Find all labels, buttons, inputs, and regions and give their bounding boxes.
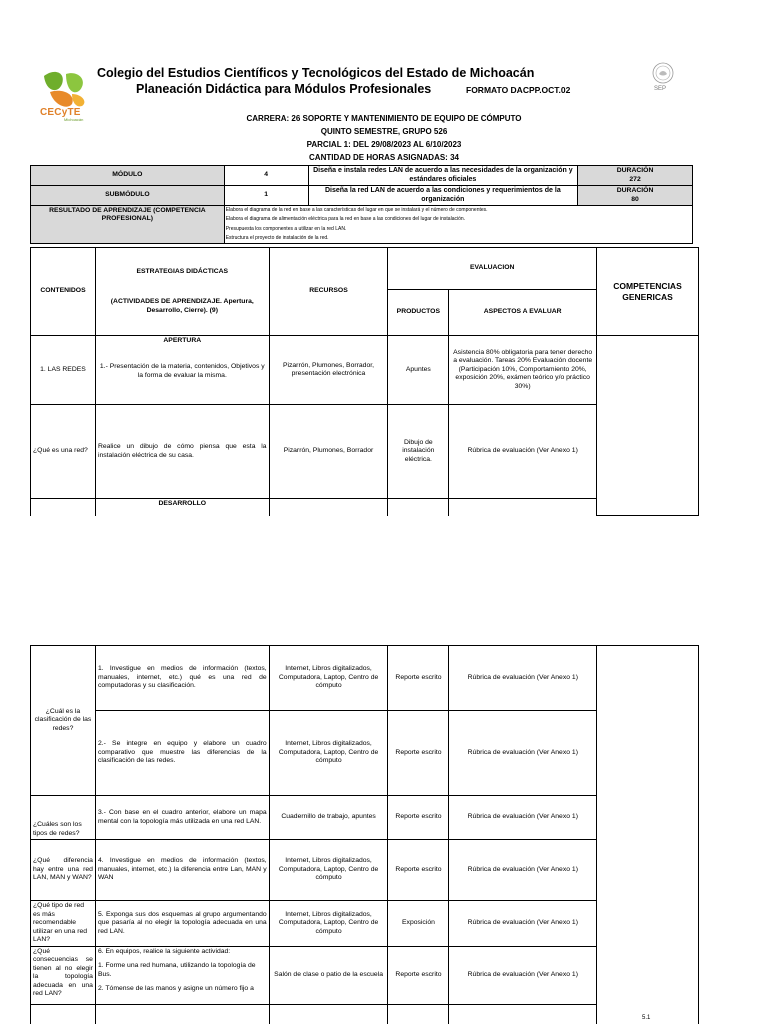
actividad-line: 6. En equipos, realice la siguiente actividad: xyxy=(97,948,231,955)
resultado-label: RESULTADO DE APRENDIZAJE (COMPETENCIA PROFESIONAL) xyxy=(31,206,225,244)
recursos-cell xyxy=(269,1005,388,1024)
resultado-item: Estructura el proyecto de instalación de la red. xyxy=(225,234,329,241)
contenido-cell: ¿Qué es una red? xyxy=(31,405,96,499)
submodule-duration-value: 80 xyxy=(631,195,639,203)
recursos-cell: Salón de clase o patio de la escuela xyxy=(269,947,388,1005)
aspectos-cell xyxy=(449,1005,597,1024)
recursos-cell: Internet, Libros digitalizados, Computadora, Laptop, Centro de cómputo xyxy=(269,840,388,901)
submodule-row xyxy=(31,186,693,206)
logo-text: CECyTE xyxy=(40,107,81,118)
aspectos-cell: Rúbrica de evaluación (Ver Anexo 1) xyxy=(449,840,597,901)
module-duration-label: DURACIÓN xyxy=(616,167,654,175)
producto-cell: Apuntes xyxy=(388,336,449,405)
contenido-cell xyxy=(31,1005,96,1024)
parcial-line: PARCIAL 1: DEL 29/08/2023 AL 6/10/2023 xyxy=(306,140,462,149)
actividad-cell: Realice un dibujo de cómo piensa que esta la instalación eléctrica de su casa. xyxy=(95,405,269,499)
contenido-cell: ¿Qué tipo de red es más recomendable utilizar en una red LAN? xyxy=(31,901,96,947)
module-table xyxy=(30,165,693,244)
header-productos: PRODUCTOS xyxy=(388,290,449,336)
actividad-cell: 1. Investigue en medios de información (textos, manuales, internet, etc.) qué es una red de computadoras y su clasificación. xyxy=(95,646,269,711)
actividad-cell xyxy=(95,1005,269,1024)
page-2 xyxy=(0,645,768,1024)
resultado-item: Elabora el diagrama de la red en base a las características del lugar en que se instalará y el número de componentes. xyxy=(225,207,488,213)
aspectos-cell xyxy=(449,499,597,516)
header-actividades: (ACTIVIDADES DE APRENDIZAJE. Apertura, Desarrollo, Cierre). (9) xyxy=(110,298,254,314)
aspectos-cell: Asistencia 80% obligatoria para tener derecho a evaluación. Tareas 20% Evaluación docente (Participación 10%, Comportamiento 20%, exposición 20%, exámen teórico y/o práctico 30%) xyxy=(449,336,597,405)
contenido-cell: 1. LAS REDES xyxy=(31,336,96,405)
submodule-duration xyxy=(578,186,693,206)
header-aspectos: ASPECTOS A EVALUAR xyxy=(449,290,597,336)
competencias-cell xyxy=(597,336,699,516)
header-estrategias xyxy=(95,248,269,336)
submodule-duration-label: DURACIÓN xyxy=(616,187,654,195)
semestre-line: QUINTO SEMESTRE, GRUPO 526 xyxy=(320,127,448,136)
contenido-cell: ¿Cuál es la clasificación de las redes? xyxy=(31,646,96,796)
table-row xyxy=(31,336,699,405)
submodule-label: SUBMÓDULO xyxy=(31,186,225,206)
desarrollo-label: DESARROLLO xyxy=(95,499,269,516)
recursos-cell: Internet, Libros digitalizados, Computadora, Laptop, Centro de cómputo xyxy=(269,901,388,947)
aspectos-cell: Rúbrica de evaluación (Ver Anexo 1) xyxy=(449,405,597,499)
actividad-cell: 4. Investigue en medios de información (textos, manuales, internet, etc.) la diferencia entre Lan, MAN y WAN xyxy=(95,840,269,901)
aspectos-cell: Rúbrica de evaluación (Ver Anexo 1) xyxy=(449,901,597,947)
competencias-cell xyxy=(597,646,699,1024)
actividad-text: 1.- Presentación de la materia, contenidos, Objetivos y la forma de evaluar la misma. xyxy=(99,363,265,379)
aspectos-cell: Rúbrica de evaluación (Ver Anexo 1) xyxy=(449,646,597,711)
resultado-item: Presupuesta los componentes a utilizar en la red LAN. xyxy=(225,225,347,232)
producto-cell: Reporte escrito xyxy=(388,646,449,711)
actividad-cell: 2.- Se integre en equipo y elabore un cuadro comparativo que muestre las diferencias de la clasificación de las redes. xyxy=(95,711,269,796)
header-row xyxy=(31,248,699,290)
producto-cell: Dibujo de instalación eléctrica. xyxy=(388,405,449,499)
page-number: 5.1 xyxy=(642,1015,651,1021)
module-duration xyxy=(578,166,693,186)
recursos-cell: Cuadernillo de trabajo, apuntes xyxy=(269,796,388,840)
producto-cell: Reporte escrito xyxy=(388,711,449,796)
aspectos-cell: Rúbrica de evaluación (Ver Anexo 1) xyxy=(449,796,597,840)
table-row xyxy=(31,646,699,711)
recursos-cell: Pizarrón, Plumones, Borrador, presentación electrónica xyxy=(269,336,388,405)
aspectos-cell: Rúbrica de evaluación (Ver Anexo 1) xyxy=(449,711,597,796)
actividad-cell xyxy=(95,947,269,1005)
contenido-cell xyxy=(31,499,96,516)
recursos-cell: Internet, Libros digitalizados, Computadora, Laptop, Centro de cómputo xyxy=(269,646,388,711)
planning-table xyxy=(30,247,699,516)
recursos-cell: Pizarrón, Plumones, Borrador xyxy=(269,405,388,499)
producto-cell: Exposición xyxy=(388,901,449,947)
header-recursos: RECURSOS xyxy=(269,248,388,336)
contenido-cell: ¿Qué consecuencias se tienen al no elegir la topología adecuada en una red LAN? xyxy=(31,947,96,1005)
contenido-cell: ¿Qué diferencia hay entre una red LAN, MAN y WAN? xyxy=(31,840,96,901)
producto-cell xyxy=(388,499,449,516)
actividad-cell: 3.- Con base en el cuadro anterior, elabore un mapa mental con la topología más utilizada en una red LAN. xyxy=(95,796,269,840)
producto-cell: Reporte escrito xyxy=(388,947,449,1005)
planning-table-continued xyxy=(30,645,699,1024)
apertura-label: APERTURA xyxy=(163,337,202,344)
logo-subtext: Michoacán xyxy=(64,117,84,122)
actividad-cell xyxy=(95,336,269,405)
submodule-name: Diseña la red LAN de acuerdo a las condiciones y requerimientos de la organización xyxy=(308,186,578,206)
horas-line: CANTIDAD DE HORAS ASIGNADAS: 34 xyxy=(309,153,459,162)
module-label: MÓDULO xyxy=(31,166,225,186)
resultado-row xyxy=(31,206,693,244)
header-evaluacion: EVALUACION xyxy=(388,248,597,290)
producto-cell xyxy=(388,1005,449,1024)
recursos-cell: Internet, Libros digitalizados, Computadora, Laptop, Centro de cómputo xyxy=(269,711,388,796)
actividad-cell: 5. Exponga sus dos esquemas al grupo argumentando que pasaría al no elegir la topología adecuada en una red LAN. xyxy=(95,901,269,947)
header-contenidos: CONTENIDOS xyxy=(31,248,96,336)
producto-cell: Reporte escrito xyxy=(388,840,449,901)
sep-seal-icon xyxy=(652,62,674,84)
aspectos-cell: Rúbrica de evaluación (Ver Anexo 1) xyxy=(449,947,597,1005)
actividad-line: 2. Tómense de las manos y asigne un número fijo a xyxy=(97,985,254,993)
carrera-line: CARRERA: 26 SOPORTE Y MANTENIMIENTO DE EQUIPO DE CÓMPUTO xyxy=(246,114,522,123)
module-number: 4 xyxy=(224,166,308,186)
module-duration-value: 272 xyxy=(629,175,641,183)
module-name: Diseña e instala redes LAN de acuerdo a las necesidades de la organización y estándares oficiales xyxy=(308,166,578,186)
producto-cell: Reporte escrito xyxy=(388,796,449,840)
recursos-cell xyxy=(269,499,388,516)
format-code: FORMATO DACPP.OCT.02 xyxy=(466,85,571,95)
actividad-line: 1. Forme una red humana, utilizando la topología de Bus. xyxy=(97,962,256,978)
module-row xyxy=(31,166,693,186)
sep-label: SEP xyxy=(654,86,667,92)
header-competencias: COMPETENCIAS GENERICAS xyxy=(597,248,699,336)
submodule-number: 1 xyxy=(224,186,308,206)
resultado-item: Elabora el diagrama de alimentación eléctrica para la red en base a las condiciones del lugar de instalación. xyxy=(225,216,466,223)
resultado-items xyxy=(224,206,692,244)
contenido-cell: ¿Cuáles son los tipos de redes? xyxy=(31,796,96,840)
header-estrategias-title: ESTRATEGIAS DIDÁCTICAS xyxy=(136,267,229,275)
institution-title: Colegio del Estudios Científicos y Tecnológicos del Estado de Michoacán xyxy=(97,66,535,80)
document-title: Planeación Didáctica para Módulos Profesionales xyxy=(136,82,432,96)
